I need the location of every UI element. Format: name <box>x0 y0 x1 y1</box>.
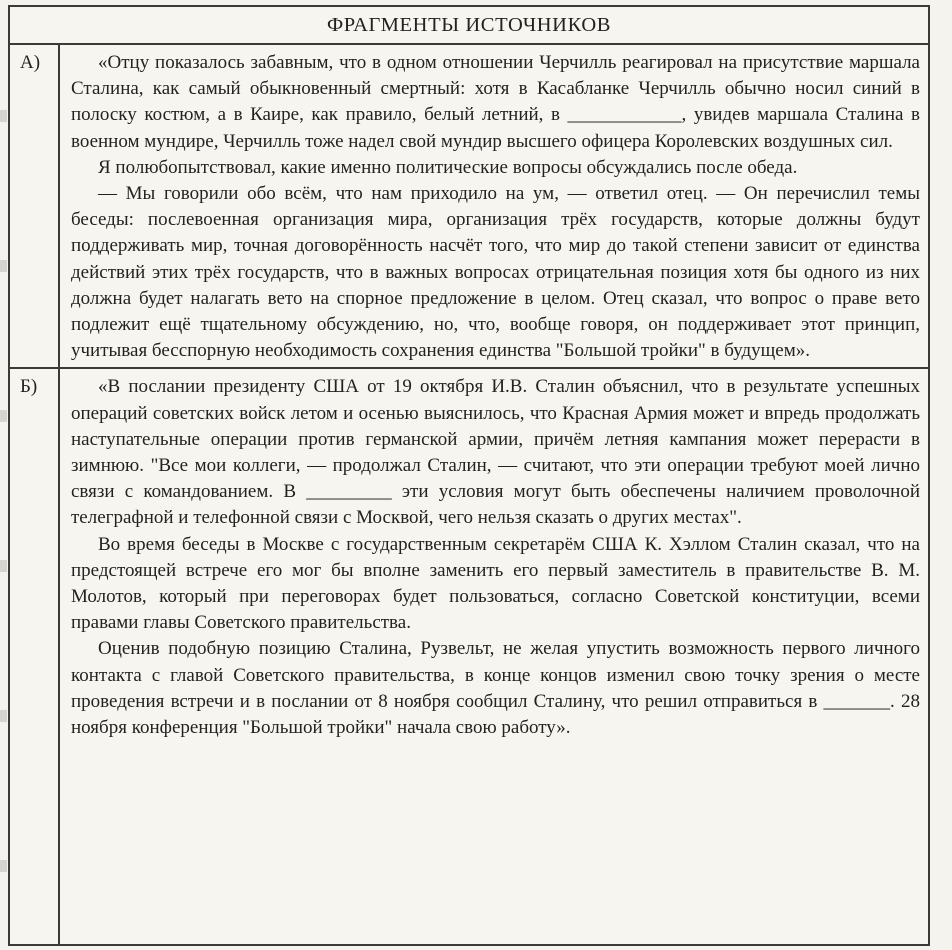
table-header-row <box>10 7 928 45</box>
paragraph-b-3: Оценив подобную позицию Сталина, Рузвельт, не желая упустить возможность первого личного контакта с главой Советского правительства, в конце концов изменил свою точку зрения о месте проведения встречи и в послании от 8 ноября сообщил Сталину, что решил отправиться в _______. 28 ноября конференция "Большой тройки" начала свою работу». <box>71 638 920 739</box>
scan-artifacts <box>0 0 7 950</box>
table-title: ФРАГМЕНТЫ ИСТОЧНИКОВ <box>326 13 612 36</box>
sources-table <box>8 5 930 946</box>
paragraph-b-2: Во время беседы в Москве с государственным секретарём США К. Хэллом Сталин сказал, что на предстоящей встрече его мог бы вполне заменить его первый заместитель в правительстве В. М. Молотов, который при переговорах будет пользоваться, согласно Советской конституции, всеми правами главы Советского правительства. <box>71 533 920 634</box>
source-content-b <box>60 369 928 944</box>
paragraph-a-2: Я полюбопытствовал, какие именно политические вопросы обсуждались после обеда. <box>98 156 798 178</box>
source-label-a: А) <box>10 45 60 367</box>
source-row-b <box>10 369 928 944</box>
source-content-a <box>60 45 928 367</box>
source-label-b: Б) <box>10 369 60 944</box>
paragraph-b-1: «В послании президенту США от 19 октября И.В. Сталин объяснил, что в результате успешных операций советских войск летом и осенью выяснилось, что Красная Армия может и впредь продолжать наступательные операции против германской армии, причём летняя кампания может перерасти в зимнюю. "Все мои коллеги, — продолжал Сталин, — считают, что эти операции требуют моей лично связи с командованием. В _________ эти условия могут быть обеспечены наличием проволочной телеграфной и телефонной связи с Москвой, чего нельзя сказать о других местах". <box>71 376 920 529</box>
source-row-a <box>10 45 928 369</box>
paragraph-a-3: — Мы говорили обо всём, что нам приходило на ум, — ответил отец. — Он перечислил темы беседы: послевоенная организация мира, организация трёх государств, которые должны будут поддерживать мир, точная договорённость насчёт того, что мир до такой степени зависит от единства действий этих трёх государств, что в важных вопросах отрицательная позиция хотя бы одного из них должна будет налагать вето на спорное предложение в целом. Отец сказал, что вопрос о праве вето подлежит ещё тщательному обсуждению, но, что, вообще говоря, он поддерживает этот принцип, учитывая бесспорную необходимость сохранения единства "Большой тройки" в будущем». <box>71 183 920 362</box>
paragraph-a-1: «Отцу показалось забавным, что в одном отношении Черчилль реагировал на присутствие маршала Сталина, как самый обыкновенный смертный: хотя в Касабланке Черчилль обычно носил синий в полоску костюм, а в Каире, как правило, белый летний, в ____________, увидев маршала Сталина в военном мундире, Черчилль тоже надел свой мундир высшего офицера Королевских воздушных сил. <box>71 52 920 152</box>
